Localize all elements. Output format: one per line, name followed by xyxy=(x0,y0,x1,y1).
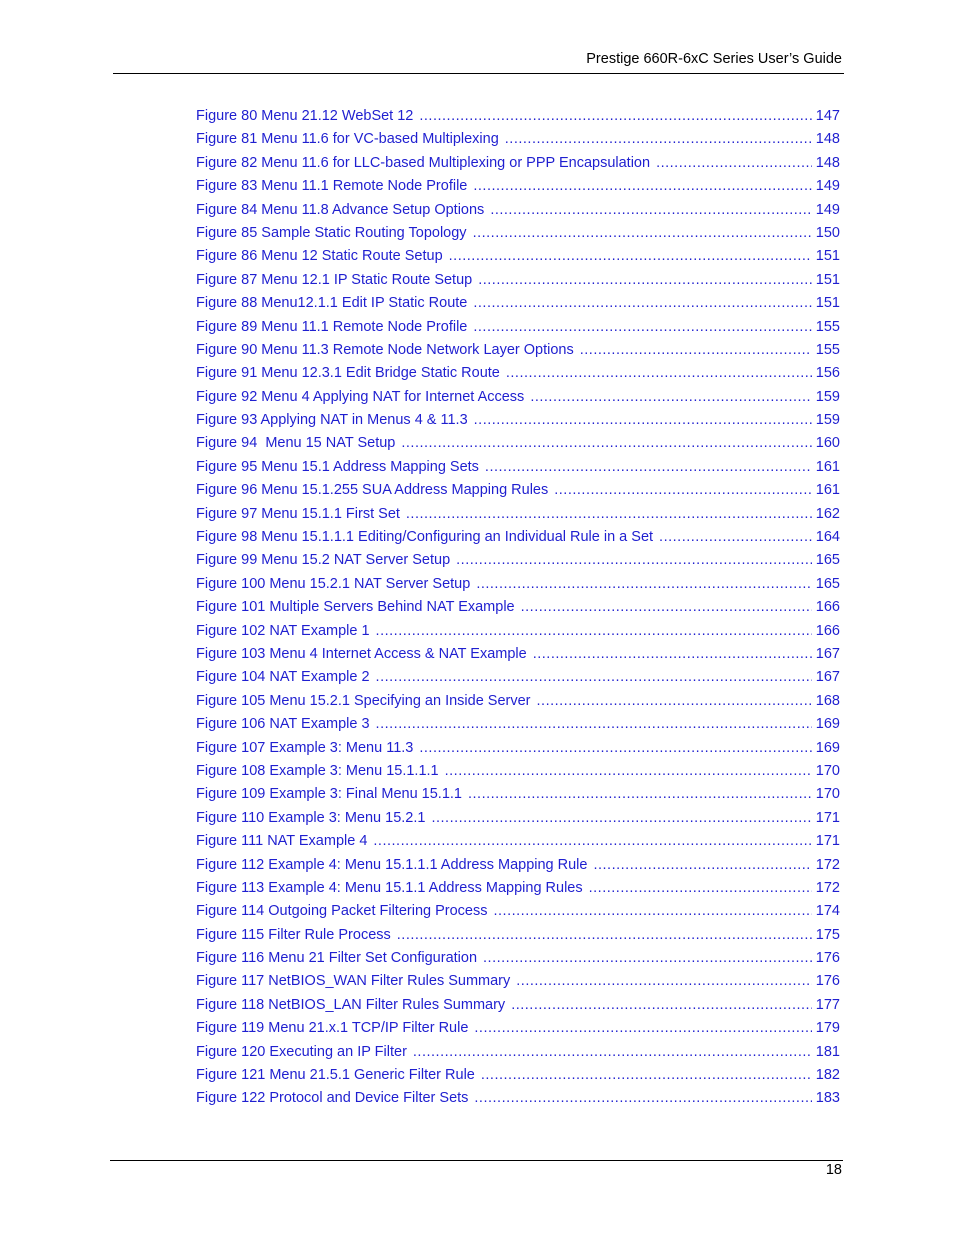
toc-dot-leader xyxy=(521,596,812,619)
toc-entry-title: Figure 88 Menu12.1.1 Edit IP Static Route xyxy=(196,295,468,312)
toc-dot-leader xyxy=(445,760,812,783)
toc-entry-page: 149 xyxy=(815,178,840,195)
toc-entry-page: 169 xyxy=(815,739,840,756)
toc-entry-page: 165 xyxy=(815,575,840,592)
toc-entry-page: 171 xyxy=(815,809,840,826)
toc-entry-title: Figure 84 Menu 11.8 Advance Setup Options xyxy=(196,201,485,218)
toc-entry[interactable] xyxy=(196,830,840,853)
toc-entry-page: 161 xyxy=(815,482,840,499)
toc-entry-title: Figure 116 Menu 21 Filter Set Configuration xyxy=(196,950,478,967)
toc-entry-title: Figure 92 Menu 4 Applying NAT for Internet Access xyxy=(196,388,525,405)
toc-entry[interactable] xyxy=(196,503,840,526)
toc-entry-page: 162 xyxy=(815,505,840,522)
toc-entry-title: Figure 85 Sample Static Routing Topology xyxy=(196,224,467,241)
toc-entry-title: Figure 99 Menu 15.2 NAT Server Setup xyxy=(196,552,451,569)
toc-dot-leader xyxy=(481,1064,812,1087)
toc-entry[interactable] xyxy=(196,128,840,151)
toc-entry[interactable] xyxy=(196,970,840,993)
toc-entry[interactable] xyxy=(196,807,840,830)
toc-dot-leader xyxy=(419,737,811,760)
toc-entry-title: Figure 89 Menu 11.1 Remote Node Profile xyxy=(196,318,468,335)
toc-dot-leader xyxy=(476,573,811,596)
toc-dot-leader xyxy=(580,339,812,362)
toc-entry[interactable] xyxy=(196,479,840,502)
toc-entry-page: 170 xyxy=(815,762,840,779)
toc-dot-leader xyxy=(516,970,812,993)
toc-dot-leader xyxy=(656,152,812,175)
list-of-figures xyxy=(196,105,840,1111)
toc-entry-page: 179 xyxy=(815,1020,840,1037)
toc-entry-title: Figure 101 Multiple Servers Behind NAT Example xyxy=(196,599,515,616)
toc-entry-page: 169 xyxy=(815,716,840,733)
toc-entry-page: 160 xyxy=(815,435,840,452)
toc-entry[interactable] xyxy=(196,339,840,362)
toc-entry[interactable] xyxy=(196,292,840,315)
toc-entry[interactable] xyxy=(196,900,840,923)
toc-dot-leader xyxy=(589,877,812,900)
toc-entry-title: Figure 112 Example 4: Menu 15.1.1.1 Address Mapping Rule xyxy=(196,856,588,873)
page-number: 18 xyxy=(825,1162,842,1178)
toc-dot-leader xyxy=(376,666,812,689)
toc-entry-page: 156 xyxy=(815,365,840,382)
toc-entry-title: Figure 100 Menu 15.2.1 NAT Server Setup xyxy=(196,575,471,592)
toc-dot-leader xyxy=(473,292,811,315)
toc-entry[interactable] xyxy=(196,760,840,783)
footer-divider xyxy=(110,1160,843,1161)
toc-entry-title: Figure 109 Example 3: Final Menu 15.1.1 xyxy=(196,786,462,803)
toc-dot-leader xyxy=(478,269,812,292)
toc-entry-title: Figure 120 Executing an IP Filter xyxy=(196,1043,407,1060)
toc-dot-leader xyxy=(473,222,812,245)
toc-entry-page: 174 xyxy=(815,903,840,920)
toc-entry-page: 170 xyxy=(815,786,840,803)
toc-dot-leader xyxy=(593,854,811,877)
toc-dot-leader xyxy=(554,479,812,502)
toc-entry-title: Figure 97 Menu 15.1.1 First Set xyxy=(196,505,400,522)
toc-entry[interactable] xyxy=(196,737,840,760)
toc-entry-title: Figure 118 NetBIOS_LAN Filter Rules Summary xyxy=(196,996,506,1013)
toc-entry[interactable] xyxy=(196,947,840,970)
toc-entry-title: Figure 104 NAT Example 2 xyxy=(196,669,370,686)
toc-entry-page: 172 xyxy=(815,856,840,873)
toc-dot-leader xyxy=(468,783,812,806)
toc-entry[interactable] xyxy=(196,549,840,572)
toc-entry[interactable] xyxy=(196,877,840,900)
toc-entry-title: Figure 90 Menu 11.3 Remote Node Network Layer Options xyxy=(196,341,574,358)
toc-entry-title: Figure 108 Example 3: Menu 15.1.1.1 xyxy=(196,762,439,779)
toc-dot-leader xyxy=(473,316,811,339)
toc-dot-leader xyxy=(474,1087,811,1110)
toc-entry-page: 159 xyxy=(815,412,840,429)
toc-entry[interactable] xyxy=(196,105,840,128)
toc-entry-page: 151 xyxy=(815,271,840,288)
toc-entry-title: Figure 115 Filter Rule Process xyxy=(196,926,391,943)
toc-entry-page: 172 xyxy=(815,879,840,896)
toc-dot-leader xyxy=(533,643,812,666)
toc-entry[interactable] xyxy=(196,526,840,549)
toc-dot-leader xyxy=(483,947,812,970)
toc-entry-title: Figure 81 Menu 11.6 for VC-based Multiplexing xyxy=(196,131,499,148)
toc-entry-page: 167 xyxy=(815,669,840,686)
toc-dot-leader xyxy=(419,105,811,128)
toc-entry-page: 182 xyxy=(815,1067,840,1084)
toc-entry-page: 166 xyxy=(815,622,840,639)
toc-entry[interactable] xyxy=(196,456,840,479)
toc-entry-title: Figure 110 Example 3: Menu 15.2.1 xyxy=(196,809,426,826)
toc-entry-title: Figure 98 Menu 15.1.1.1 Editing/Configuring an Individual Rule in a Set xyxy=(196,529,654,546)
toc-entry[interactable] xyxy=(196,1017,840,1040)
toc-entry[interactable] xyxy=(196,269,840,292)
toc-entry-title: Figure 94 Menu 15 NAT Setup xyxy=(196,435,396,452)
toc-entry-page: 149 xyxy=(815,201,840,218)
toc-entry[interactable] xyxy=(196,573,840,596)
toc-entry[interactable] xyxy=(196,175,840,198)
toc-entry[interactable] xyxy=(196,362,840,385)
toc-entry-title: Figure 87 Menu 12.1 IP Static Route Setup xyxy=(196,271,473,288)
toc-entry[interactable] xyxy=(196,152,840,175)
toc-entry-title: Figure 91 Menu 12.3.1 Edit Bridge Static Route xyxy=(196,365,500,382)
toc-dot-leader xyxy=(413,1041,812,1064)
toc-dot-leader xyxy=(494,900,812,923)
toc-entry-page: 161 xyxy=(815,458,840,475)
toc-entry-title: Figure 86 Menu 12 Static Route Setup xyxy=(196,248,443,265)
toc-entry-title: Figure 106 NAT Example 3 xyxy=(196,716,370,733)
toc-dot-leader xyxy=(485,456,812,479)
toc-entry-title: Figure 83 Menu 11.1 Remote Node Profile xyxy=(196,178,468,195)
toc-dot-leader xyxy=(537,690,812,713)
toc-dot-leader xyxy=(456,549,812,572)
toc-entry-page: 181 xyxy=(815,1043,840,1060)
toc-entry-title: Figure 95 Menu 15.1 Address Mapping Sets xyxy=(196,458,479,475)
toc-dot-leader xyxy=(659,526,812,549)
toc-entry-title: Figure 111 NAT Example 4 xyxy=(196,833,368,850)
toc-entry-page: 177 xyxy=(815,996,840,1013)
toc-dot-leader xyxy=(431,807,811,830)
toc-entry-title: Figure 80 Menu 21.12 WebSet 12 xyxy=(196,108,414,124)
toc-entry[interactable] xyxy=(196,994,840,1017)
toc-dot-leader xyxy=(506,362,812,385)
toc-entry-page: 175 xyxy=(815,926,840,943)
toc-entry[interactable] xyxy=(196,713,840,736)
toc-entry-page: 147 xyxy=(815,108,840,124)
toc-entry[interactable] xyxy=(196,222,840,245)
toc-dot-leader xyxy=(473,175,811,198)
toc-entry-title: Figure 82 Menu 11.6 for LLC-based Multiplexing or PPP Encapsulation xyxy=(196,154,651,171)
toc-entry[interactable] xyxy=(196,854,840,877)
toc-entry-page: 167 xyxy=(815,645,840,662)
toc-entry-title: Figure 121 Menu 21.5.1 Generic Filter Rule xyxy=(196,1067,475,1084)
header-divider xyxy=(113,73,844,74)
toc-dot-leader xyxy=(406,503,812,526)
toc-entry-title: Figure 96 Menu 15.1.255 SUA Address Mapping Rules xyxy=(196,482,549,499)
toc-entry-page: 171 xyxy=(815,833,840,850)
toc-entry-page: 148 xyxy=(815,154,840,171)
toc-dot-leader xyxy=(505,128,812,151)
running-header-title: Prestige 660R-6xC Series User’s Guide xyxy=(586,51,842,67)
toc-entry-title: Figure 113 Example 4: Menu 15.1.1 Address Mapping Rules xyxy=(196,879,583,896)
toc-dot-leader xyxy=(373,830,811,853)
toc-entry-title: Figure 114 Outgoing Packet Filtering Process xyxy=(196,903,488,920)
toc-dot-leader xyxy=(376,620,812,643)
toc-entry-title: Figure 105 Menu 15.2.1 Specifying an Inside Server xyxy=(196,692,531,709)
toc-entry[interactable] xyxy=(196,596,840,619)
toc-entry-page: 176 xyxy=(815,973,840,990)
toc-entry[interactable] xyxy=(196,199,840,222)
toc-entry-title: Figure 107 Example 3: Menu 11.3 xyxy=(196,739,414,756)
toc-entry[interactable] xyxy=(196,1041,840,1064)
toc-entry[interactable] xyxy=(196,1087,840,1110)
toc-entry-title: Figure 119 Menu 21.x.1 TCP/IP Filter Rule xyxy=(196,1020,469,1037)
toc-entry-page: 148 xyxy=(815,131,840,148)
toc-entry-page: 165 xyxy=(815,552,840,569)
toc-entry-title: Figure 102 NAT Example 1 xyxy=(196,622,370,639)
toc-entry-page: 155 xyxy=(815,318,840,335)
toc-entry[interactable] xyxy=(196,690,840,713)
toc-entry-title: Figure 117 NetBIOS_WAN Filter Rules Summary xyxy=(196,973,511,990)
toc-entry[interactable] xyxy=(196,1064,840,1087)
toc-entry-page: 150 xyxy=(815,224,840,241)
toc-dot-leader xyxy=(401,432,811,455)
toc-entry[interactable] xyxy=(196,666,840,689)
toc-entry[interactable] xyxy=(196,316,840,339)
toc-entry[interactable] xyxy=(196,783,840,806)
toc-entry-title: Figure 93 Applying NAT in Menus 4 & 11.3 xyxy=(196,412,468,429)
toc-dot-leader xyxy=(397,924,812,947)
toc-entry-title: Figure 122 Protocol and Device Filter Sets xyxy=(196,1090,469,1107)
toc-entry[interactable] xyxy=(196,643,840,666)
toc-entry[interactable] xyxy=(196,245,840,268)
toc-dot-leader xyxy=(530,386,811,409)
toc-entry-page: 151 xyxy=(815,248,840,265)
toc-entry-page: 176 xyxy=(815,950,840,967)
toc-dot-leader xyxy=(511,994,812,1017)
toc-entry[interactable] xyxy=(196,924,840,947)
toc-entry[interactable] xyxy=(196,386,840,409)
toc-entry[interactable] xyxy=(196,620,840,643)
toc-dot-leader xyxy=(474,409,812,432)
toc-entry[interactable] xyxy=(196,409,840,432)
toc-entry-page: 164 xyxy=(815,529,840,546)
toc-entry-page: 155 xyxy=(815,341,840,358)
toc-entry-page: 166 xyxy=(815,599,840,616)
toc-entry-title: Figure 103 Menu 4 Internet Access & NAT Example xyxy=(196,645,527,662)
toc-dot-leader xyxy=(490,199,811,222)
toc-dot-leader xyxy=(474,1017,811,1040)
toc-entry-page: 183 xyxy=(815,1090,840,1107)
toc-entry[interactable] xyxy=(196,432,840,455)
toc-entry-page: 168 xyxy=(815,692,840,709)
toc-entry-page: 151 xyxy=(815,295,840,312)
toc-dot-leader xyxy=(449,245,812,268)
toc-entry-page: 159 xyxy=(815,388,840,405)
toc-dot-leader xyxy=(376,713,812,736)
